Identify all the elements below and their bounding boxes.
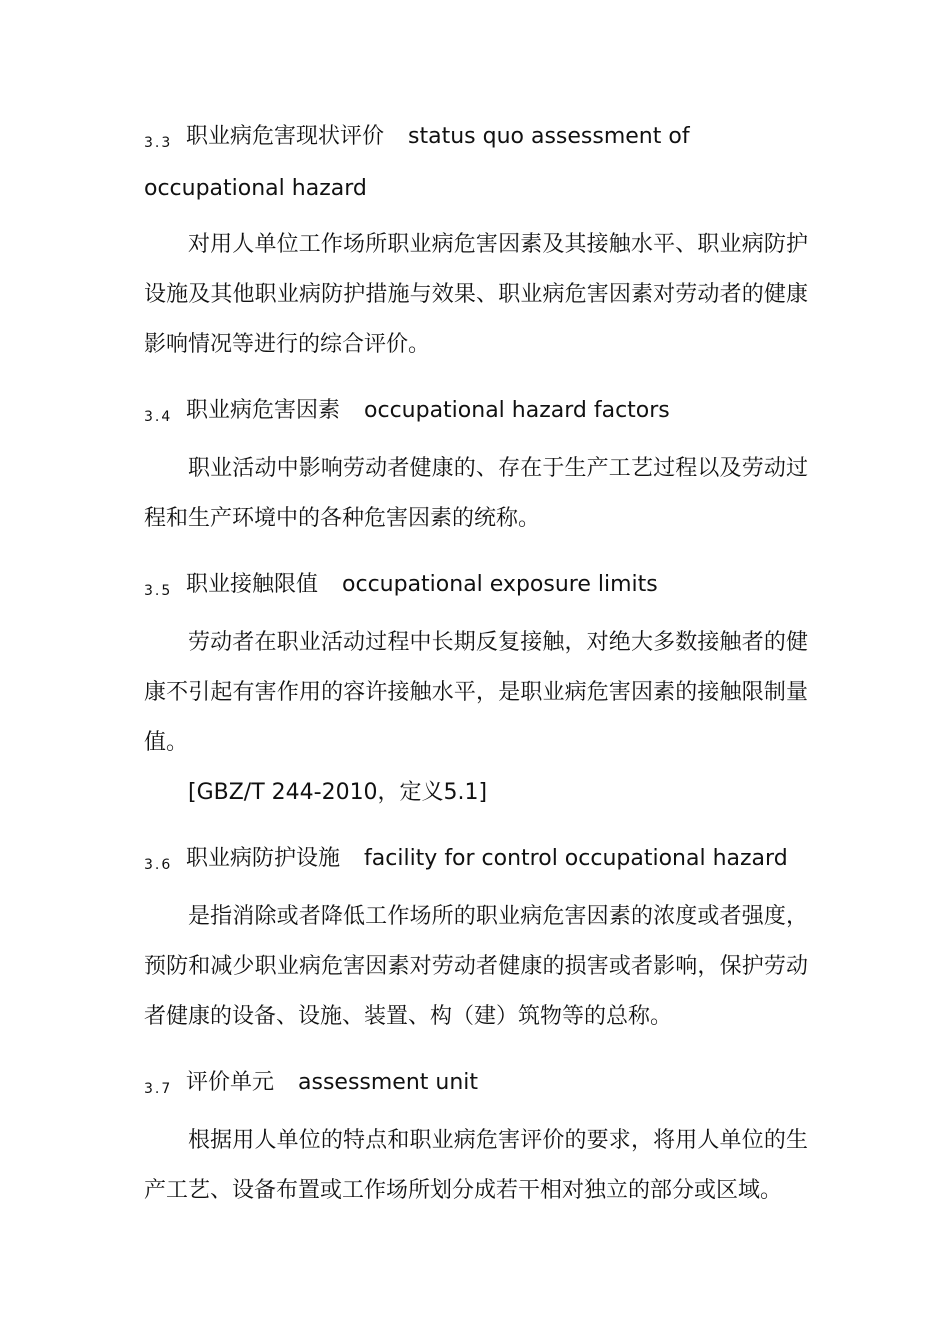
reference-citation: [GBZ/T 244-2010，定义5.1] xyxy=(188,780,488,805)
definition-3-5: 劳动者在职业活动过程中长期反复接触，对绝大多数接触者的健康不引起有害作用的容许接触水平，是职业病危害因素的接触限制量值。 xyxy=(144,630,808,755)
term-english: status quo assessment of occupational hazard xyxy=(144,124,690,201)
term-chinese: 职业病危害现状评价 xyxy=(186,124,385,149)
section-number: 3.7 xyxy=(144,1081,173,1097)
section-number: 3.6 xyxy=(144,857,173,873)
term-heading-3-6 xyxy=(144,836,814,888)
term-heading-3-3 xyxy=(144,114,704,211)
definition-3-4: 职业活动中影响劳动者健康的、存在于生产工艺过程以及劳动过程和生产环境中的各种危害因素的统称。 xyxy=(144,456,808,531)
definition-3-3: 对用人单位工作场所职业病危害因素及其接触水平、职业病防护设施及其他职业病防护措施与效果、职业病危害因素对劳动者的健康影响情况等进行的综合评价。 xyxy=(144,232,808,357)
term-chinese: 职业接触限值 xyxy=(186,572,319,597)
term-chinese: 职业病防护设施 xyxy=(186,846,341,871)
term-chinese: 评价单元 xyxy=(186,1070,275,1095)
definition-3-6: 是指消除或者降低工作场所的职业病危害因素的浓度或者强度，预防和减少职业病危害因素对劳动者健康的损害或者影响，保护劳动者健康的设备、设施、装置、构（建）筑物等的总称。 xyxy=(144,904,808,1029)
section-number: 3.4 xyxy=(144,409,173,425)
definition-3-7: 根据用人单位的特点和职业病危害评价的要求，将用人单位的生产工艺、设备布置或工作场所划分成若干相对独立的部分或区域。 xyxy=(144,1128,808,1203)
term-english: assessment unit xyxy=(298,1070,479,1095)
term-english: facility for control occupational hazard xyxy=(364,846,788,871)
term-heading-3-4 xyxy=(144,388,814,440)
term-heading-3-7 xyxy=(144,1060,814,1112)
term-chinese: 职业病危害因素 xyxy=(186,398,341,423)
term-english: occupational exposure limits xyxy=(342,572,658,597)
term-heading-3-5 xyxy=(144,562,814,614)
section-number: 3.5 xyxy=(144,583,173,599)
term-english: occupational hazard factors xyxy=(364,398,670,423)
section-number: 3.3 xyxy=(144,135,173,151)
